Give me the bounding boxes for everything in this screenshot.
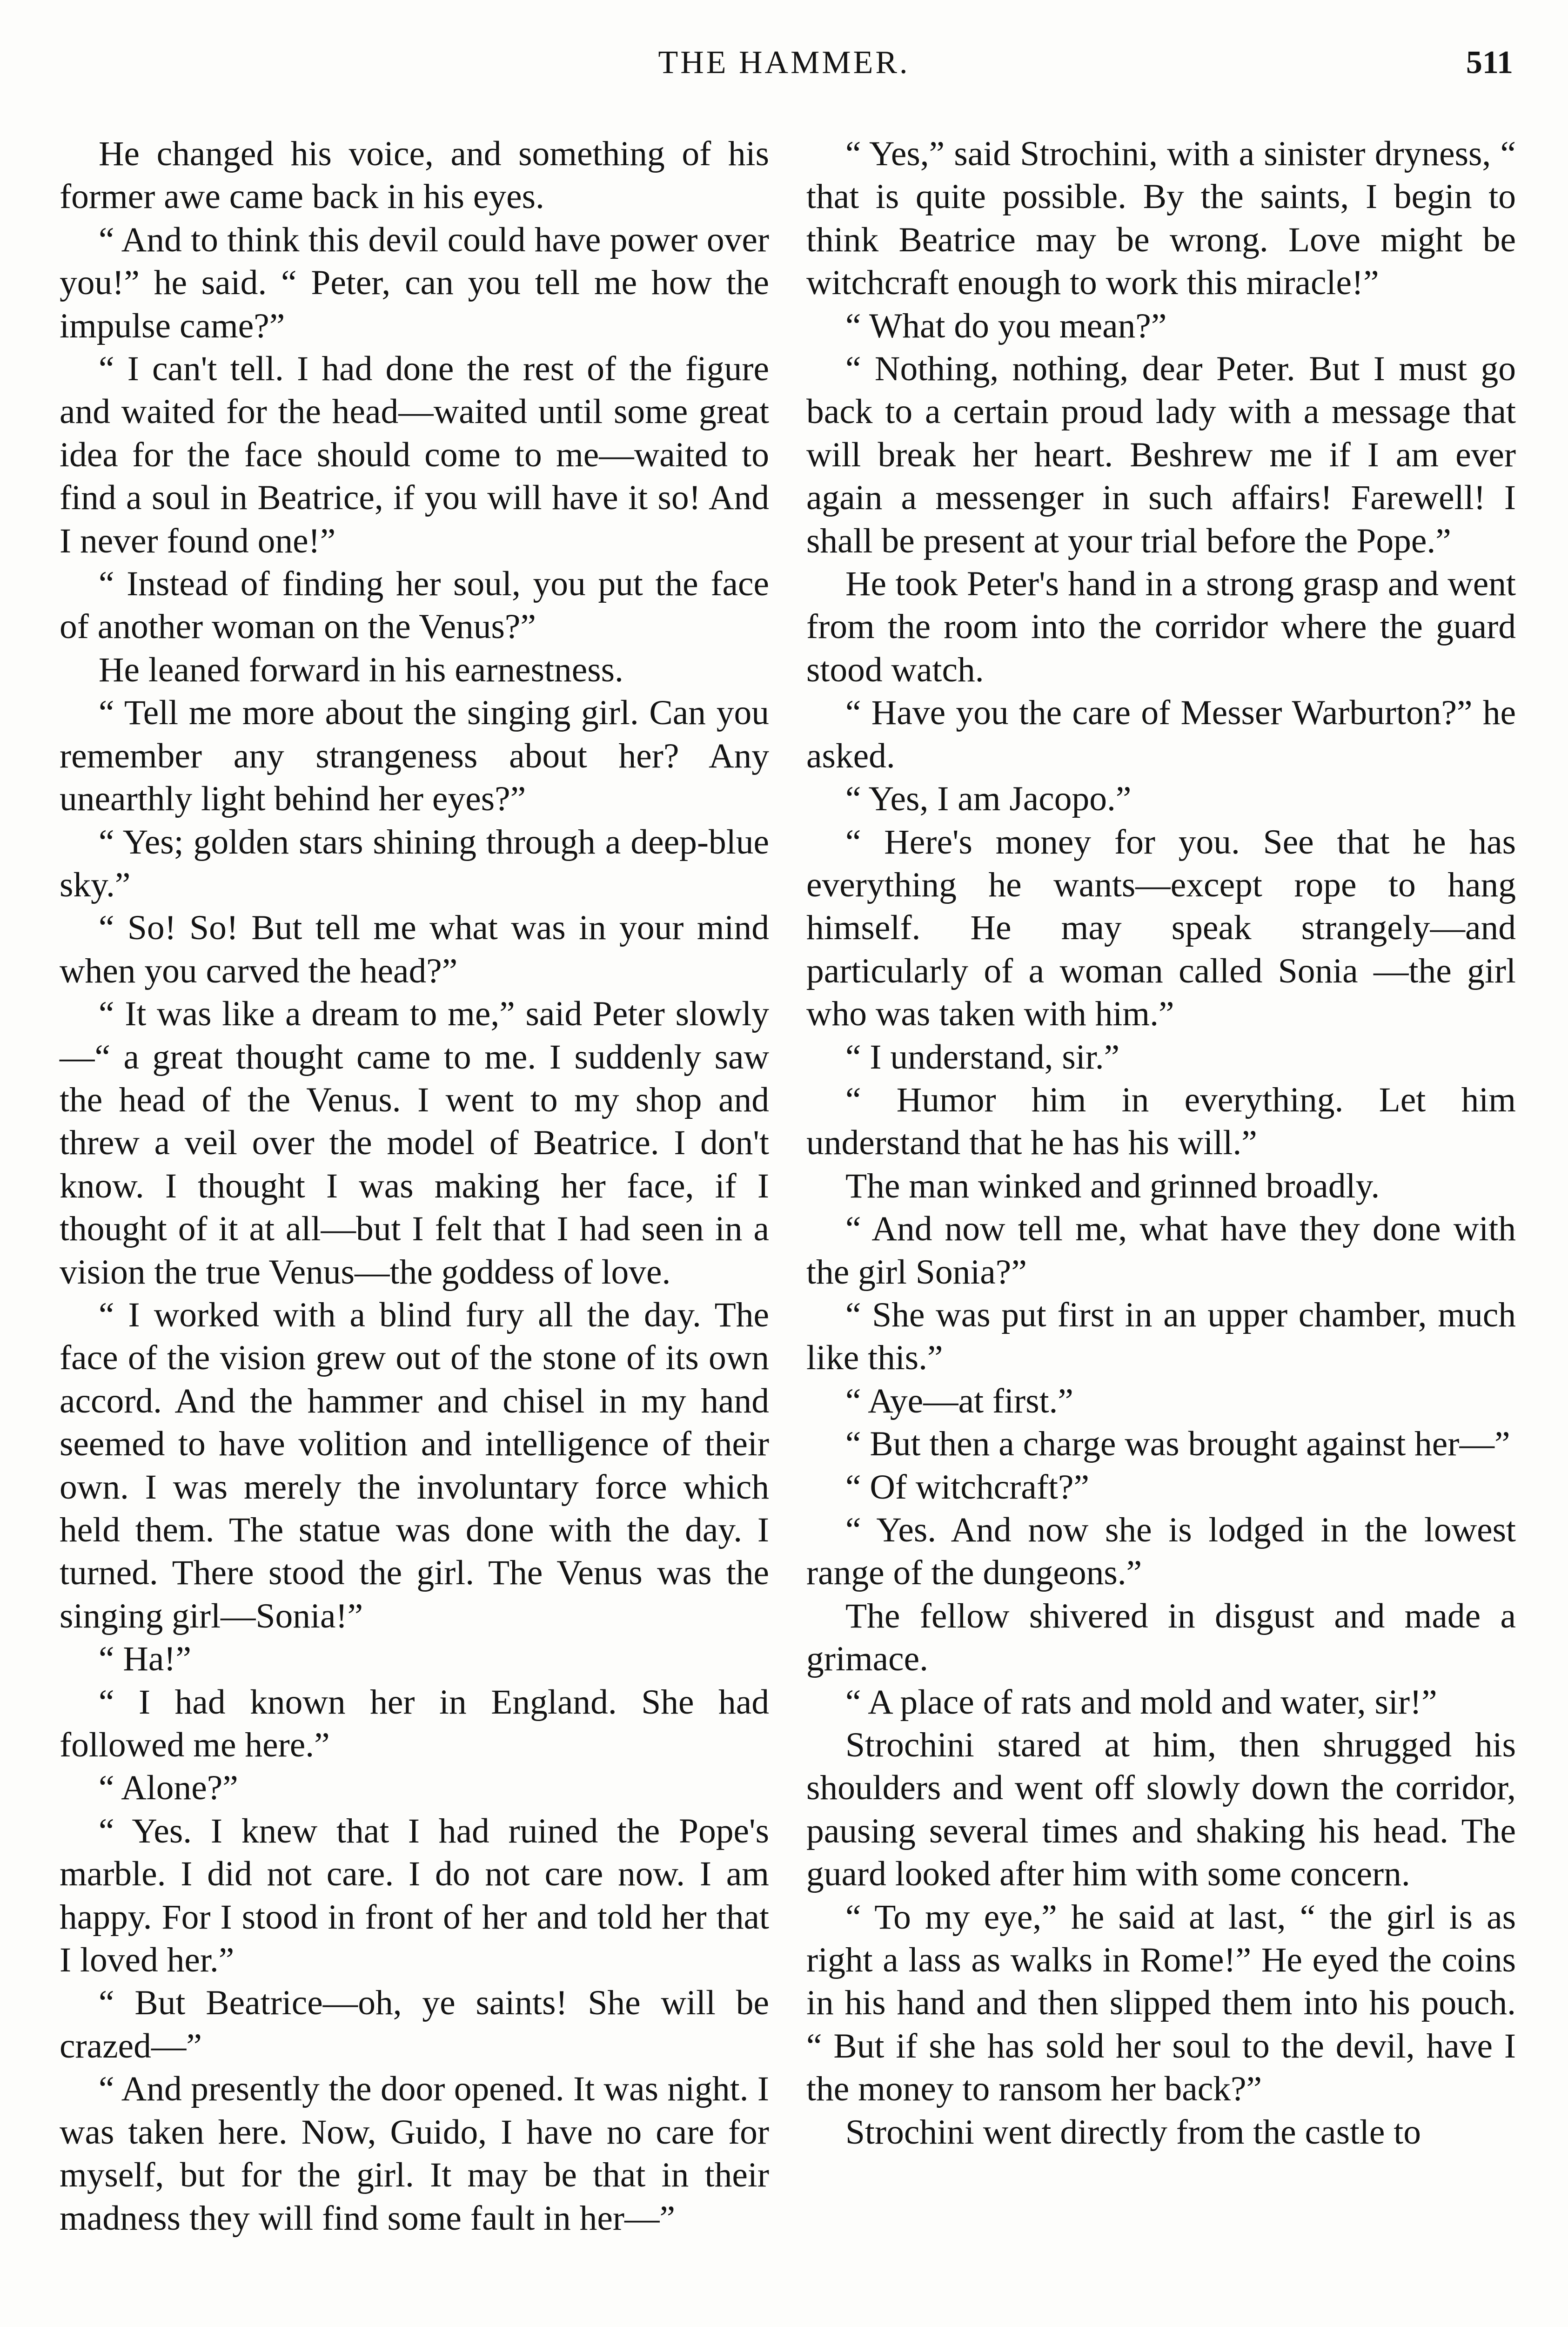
paragraph: “ To my eye,” he said at last, “ the girl is as right a lass as walks in Rome!” He eyed the coins in his hand and then slipped them into his pouch. “ But if she has sold her soul to the devil, have I the money to ransom her back?” [806,1897,1516,2109]
paragraph: “ Ha!” [99,1640,192,1679]
paragraph: “ Have you the care of Messer Warburton?” he asked. [806,693,1516,775]
paragraph: “ So! So! But tell me what was in your mind when you carved the head?” [60,908,769,990]
paragraph: “ Yes. And now she is lodged in the lowest range of the dungeons.” [806,1511,1516,1593]
left-column [60,133,769,2240]
paragraph: “ What do you mean?” [845,306,1167,345]
paragraph: He took Peter's hand in a strong grasp and went from the room into the corridor where the guard stood watch. [806,565,1516,689]
paragraph: “ I worked with a blind fury all the day. The face of the vision grew out of the stone of its own accord. And the hammer and chisel in my hand seemed to have volition and intelligence of their own. I was merely the involuntary force which held them. The statue was done with the day. I turned. There stood the girl. The Venus was the singing girl—Sonia!” [60,1295,769,1635]
paragraph: “ Yes; golden stars shining through a deep-blue sky.” [60,822,769,904]
paragraph: “ Here's money for you. See that he has everything he wants—except rope to hang himself. He may speak strangely—and particularly of a woman called Sonia —the girl who was taken with him.” [806,822,1516,1034]
paragraph: Strochini stared at him, then shrugged his shoulders and went off slowly down the corridor, pausing several times and shaking his head. The guard looked after him with some concern. [806,1726,1516,1894]
paragraph: The fellow shivered in disgust and made a grimace. [806,1596,1516,1679]
paragraph: “ Of witchcraft?” [845,1467,1089,1506]
paragraph: “ Aye—at first.” [845,1381,1073,1420]
paragraph: “ Yes. I knew that I had ruined the Pope's marble. I did not care. I do not care now. I am happy. For I stood in front of her and told her that I loved her.” [60,1811,769,1980]
paragraph: “ But then a charge was brought against her—” [845,1425,1510,1464]
paragraph: “ I understand, sir.” [845,1037,1120,1076]
paragraph: “ Humor him in everything. Let him understand that he has his will.” [806,1080,1516,1163]
paragraph: “ Instead of finding her soul, you put the face of another woman on the Venus?” [60,565,769,646]
paragraph: The man winked and grinned broadly. [845,1166,1380,1205]
paragraph: “ I had known her in England. She had followed me here.” [60,1682,769,1765]
right-column [806,133,1516,2154]
paragraph: “ She was put first in an upper chamber, much like this.” [806,1295,1516,1378]
paragraph: He leaned forward in his earnestness. [99,650,623,689]
paragraph: “ And to think this devil could have power over you!” he said. “ Peter, can you tell me how the impulse came?” [60,220,769,345]
page-header [0,44,1568,95]
paragraph: He changed his voice, and something of his former awe came back in his eyes. [60,135,769,216]
paragraph: “ Yes,” said Strochini, with a sinister dryness, “ that is quite possible. By the saints, I begin to think Beatrice may be wrong. Love might be witchcraft enough to work this miracle!” [806,135,1516,303]
paragraph: “ I can't tell. I had done the rest of the figure and waited for the head—waited until some great idea for the face should come to me—waited to find a soul in Beatrice, if you will have it so! And I never found one!” [60,350,769,560]
paragraph: “ But Beatrice—oh, ye saints! She will be crazed—” [60,1984,769,2065]
paragraph: “ Tell me more about the singing girl. Can you remember any strangeness about her? Any unearthly light behind her eyes?” [60,693,769,819]
paragraph: Strochini went directly from the castle to [845,2112,1421,2152]
paragraph: “ And now tell me, what have they done with the girl Sonia?” [806,1210,1516,1291]
paragraph: “ Alone?” [99,1769,238,1808]
paragraph: “ A place of rats and mold and water, sir!” [845,1682,1437,1722]
paragraph: “ It was like a dream to me,” said Peter slowly—“ a great thought came to me. I suddenly saw the head of the Venus. I went to my shop and threw a veil over the model of Beatrice. I don't know. I thought I was making her face, if I thought of it at all—but I felt that I had seen in a vision the true Venus—the goddess of love. [60,995,769,1291]
page-number: 511 [1466,45,1513,81]
running-head: THE HAMMER. [658,45,910,81]
paragraph: “ And presently the door opened. It was night. I was taken here. Now, Guido, I have no care for myself, but for the girl. It may be that in their madness they will find some fault in her—” [60,2070,769,2238]
paragraph: “ Nothing, nothing, dear Peter. But I must go back to a certain proud lady with a message that will break her heart. Beshrew me if I am ever again a messenger in such affairs! Farewell! I shall be present at your trial before the Pope.” [806,350,1516,560]
paragraph: “ Yes, I am Jacopo.” [845,780,1132,819]
